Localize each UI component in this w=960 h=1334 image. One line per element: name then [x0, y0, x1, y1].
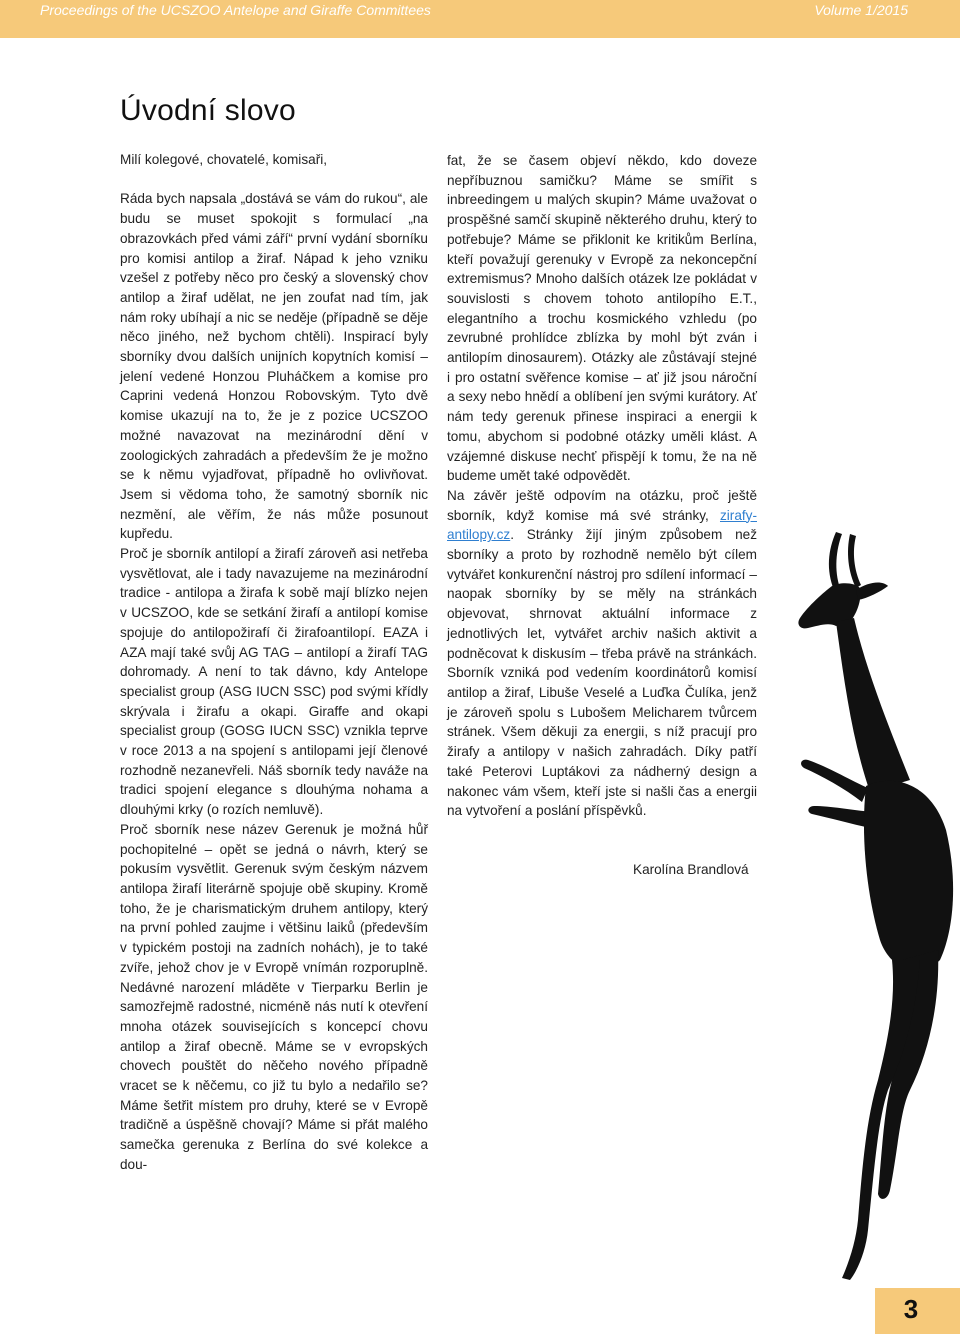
paragraph [447, 486, 757, 821]
right-column [447, 151, 757, 821]
salutation: Milí kolegové, chovatelé, komisaři, [120, 152, 328, 167]
journal-title: Proceedings of the UCSZOO Antelope and Giraffe Committees [40, 2, 431, 18]
gerenuk-silhouette-icon [770, 530, 960, 1290]
page-title: Úvodní slovo [120, 94, 296, 127]
paragraph: Proč sborník nese název Gerenuk je možná hůř pochopitelné – opět se jedná o návrh, který se pokusím vysvětlit. Gerenuk svým českým názvem antilopa žirafí literárně spojuje obě skupiny. Kromě toho, že je charismatickým druhem antilopy, který na první pohled zaujme i většinu laiků (především v typickém postoji na zadních nohách), je to také zvíře, jehož chov je v Evropě vnímán rozporuplně. Nedávné narození mláděte v Tierparku Berlin je samozřejmě radostné, nicméně nás nutí k otevření mnoha otázek souvisejících s koncepcí chovu antilop a žiraf obecně. Máme se v evropských chovech pouštět do něčeho nového případně vracet se k něčemu, co již tu bylo a nedařilo se? Máme šetřit místem pro druhy, které se v Evropě tradičně a úspěšně chovají? Máme si přát malého samečka gerenuka z Berlína do své kolekce a dou- [120, 821, 428, 1172]
left-column [120, 150, 428, 1175]
paragraph: fat, že se časem objeví někdo, kdo doveze nepříbuznou samičku? Máme se smířit s inbreedingem u malých skupin? Máme uvažovat o prospěšné samčí skupině některého druhu, který to potřebuje? Máme se přiklonit ke kritikům Berlína, kteří považují gerenuky v Evropě za nekoncepční extremismus? Mnoho dalších otázek lze pokládat v souvislosti s chovem tohoto antilopího E.T., elegantního a trochu kosmického vzhledu (po zevrubné prohlídce zblízka by mohl být zván i antilopím dinosaurem). Otázky ale zůstávají stejné i pro ostatní svěřence komise – ať již jsou nároční a sexy nebo hnědí a oblíbení jen svými kurátory. Ať nám tedy gerenuk přinese inspiraci a energii k tomu, abychom si podobné otázky uměli klást. A vzájemné diskuse nechť přispějí k tomu, že na ně budeme umět také odpovědět. [447, 153, 757, 484]
volume-label: Volume 1/2015 [814, 2, 908, 18]
paragraph-text: . Stránky žijí jiným způsobem než sborníky a proto by rozhodně nemělo být cílem vytvářet konkurenční nástroj pro sdílení informací – naopak sborníky by se měly na stránkách objevovat, shrnovat aktuální informace z jednotlivých let, vytvářet archiv našich aktivit a podněcovat k diskusím – třeba právě na stránkách. Sborník vzniká pod vedením koordinátorů komisí antilop a žiraf, Libuše Veselé a Luďka Čulíka, jenž je zároveň spolu s Lubošem Melicharem tvůrcem stránek. Všem děkuji za energii, s níž pracují pro žirafy a antilopy v našich zahradách. Díky patří také Peterovi Luptákovi za nádherný design a nakonec vám všem, kteří jste si našli čas a energii na vytvoření a poslání příspěvků. [447, 527, 757, 819]
page-number: 3 [903, 1294, 919, 1324]
page-header [0, 0, 960, 38]
author-signature: Karolína Brandlová [633, 862, 749, 877]
paragraph: Ráda bych napsala „dostává se vám do rukou“, ale budu se muset spokojit s formulací „na obrazovkách před vámi září“ první vydání sborníku pro komisi antilop a žiraf. Nápad k jeho vzniku vzešel z potřeby něco pro český a slovenský chov antilop a žiraf udělat, ne jen zoufat nad tím, jak nám roky ubíhají a nic se neděje (případně se děje něco jiného, než bychom chtěli). Inspirací byly sborníky dvou dalších unijních kopytních komisí – jelení vedené Honzou Pluháčkem a komise pro Caprini vedená Honzou Robovským. Tyto dvě komise ukazují na to, že je z pozice UCSZOO možné navazovat na mezinárodní dění v zoologických zahradách a především že je možno se k němu vyjadřovat, případně ho ovlivňovat. Jsem si vědoma toho, že samotný sborník nic nezmění, ale věřím, že nás může posunout kupředu. [120, 191, 428, 542]
website-link[interactable]: zirafy-antilopy.cz [447, 507, 757, 543]
paragraph-text: Na závěr ještě odpovím na otázku, proč ještě sborník, když komise má své stránky, [447, 487, 757, 523]
page-number-box [875, 1288, 960, 1334]
paragraph: Proč je sborník antilopí a žirafí zároveň asi netřeba vysvětlovat, ale i tady navazujeme na mezinárodní tradice - antilopa a žirafa k sobě mají blízko nejen v UCSZOO, kde se setkání žirafí a antilopí komise spojuje do antilopožirafí či žirafoantilopí. EAZA i AZA mají také svůj AG TAG – antilopí a žirafí TAG dohromady. A není to tak dávno, kdy Antelope specialist group (ASG IUCN SSC) pod svými křídly skrývala i žirafu a okapi. Giraffe and okapi specialist group (GOSG IUCN SSC) vznikla teprve v roce 2013 a na spojení s antilopami její členové rozhodně nezanevřeli. Náš sborník tedy naváže na tradici spojení elegance s dlouhýma nohama a dlouhými krky (o rozích nemluvě). [120, 546, 428, 818]
